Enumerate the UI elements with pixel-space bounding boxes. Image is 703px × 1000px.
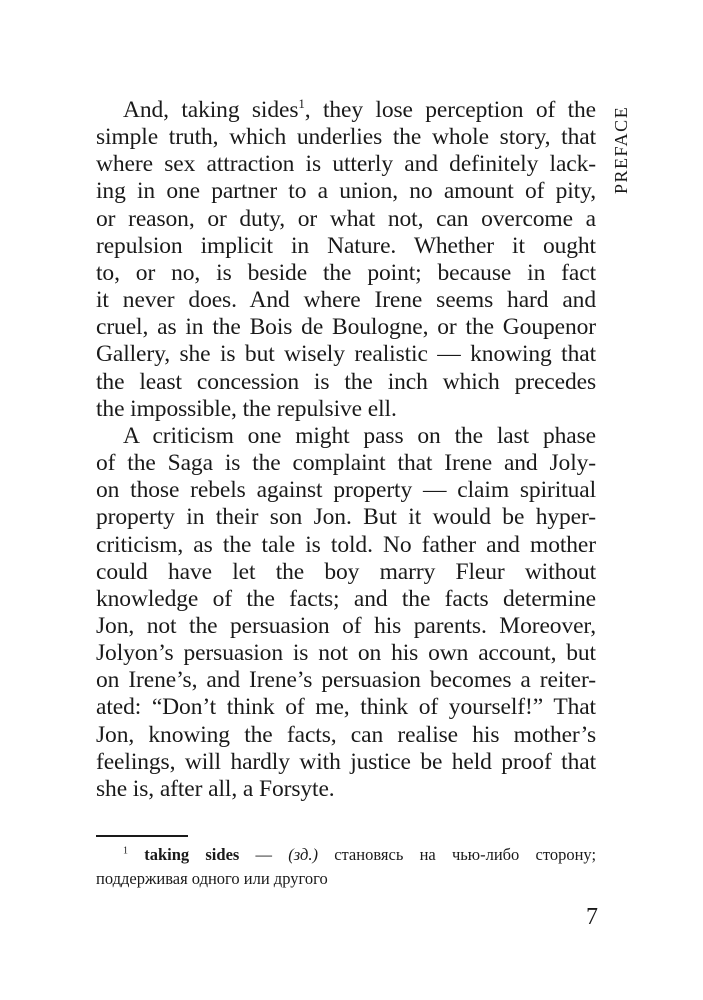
running-head: PREFACE [611, 106, 631, 195]
footnote-line: $^1$ taking sides — (зд.) становясь на чью-либо сторону; [123, 845, 597, 864]
text-line: the impossible, the repulsive ell. [96, 395, 397, 422]
text-line: feelings, will hardly with justice be held proof that [96, 748, 596, 775]
footnote-ref: 1 [298, 96, 305, 112]
text-line: knowledge of the facts; and the facts determine [96, 585, 596, 612]
text-line: Gallery, she is but wisely realistic — knowing that [96, 341, 596, 368]
paragraph-2 [96, 423, 596, 803]
text-line: she is, after all, a Forsyte. [96, 775, 335, 802]
footnote-line: поддерживая одного или другого [96, 869, 328, 888]
text-line: criticism, as the tale is told. No father and mother [96, 531, 596, 558]
text-line: the least concession is the inch which precedes [96, 368, 596, 395]
text-line: of the Saga is the complaint that Irene and Joly- [96, 450, 596, 477]
text-line: ing in one partner to a union, no amount of pity, [96, 178, 596, 205]
body-text [96, 97, 596, 803]
footnote-divider [96, 835, 188, 837]
text-line: Jon, not the persuasion of his parents. Moreover, [96, 612, 596, 639]
text-line: A criticism one might pass on the last phase [123, 422, 596, 449]
text-line: or reason, or duty, or what not, can overcome a [96, 205, 596, 232]
text-line: repulsion implicit in Nature. Whether it ought [96, 232, 596, 259]
footnote [96, 843, 596, 891]
text-line: on those rebels against property — claim spiritual [96, 477, 596, 504]
text-line: Jon, knowing the facts, can realise his mother’s [96, 721, 596, 748]
paragraph-1 [96, 97, 596, 423]
text-line: could have let the boy marry Fleur without [96, 558, 596, 585]
footnote-term: taking sides [144, 845, 240, 864]
footnote-marker: 1 [123, 845, 128, 857]
text-line: to, or no, is beside the point; because in fact [96, 259, 596, 286]
text-line: property in their son Jon. But it would be hyper- [96, 504, 596, 531]
text-line: ated: “Don’t think of me, think of yourself!” That [96, 694, 596, 721]
text-line: on Irene’s, and Irene’s persuasion becomes a reiter- [96, 667, 596, 694]
page-number: 7 [586, 904, 598, 930]
text-line: it never does. And where Irene seems hard and [96, 287, 596, 314]
text-line: where sex attraction is utterly and definitely lack- [96, 151, 596, 178]
text-line: And, taking sides$^1$, they lose perception of the [123, 96, 596, 123]
text-line: Jolyon’s persuasion is not on his own account, but [96, 640, 596, 667]
footnote-abbr: (зд.) [288, 845, 318, 864]
text-line: cruel, as in the Bois de Boulogne, or the Goupenor [96, 314, 596, 341]
text-line: simple truth, which underlies the whole story, that [96, 124, 596, 151]
